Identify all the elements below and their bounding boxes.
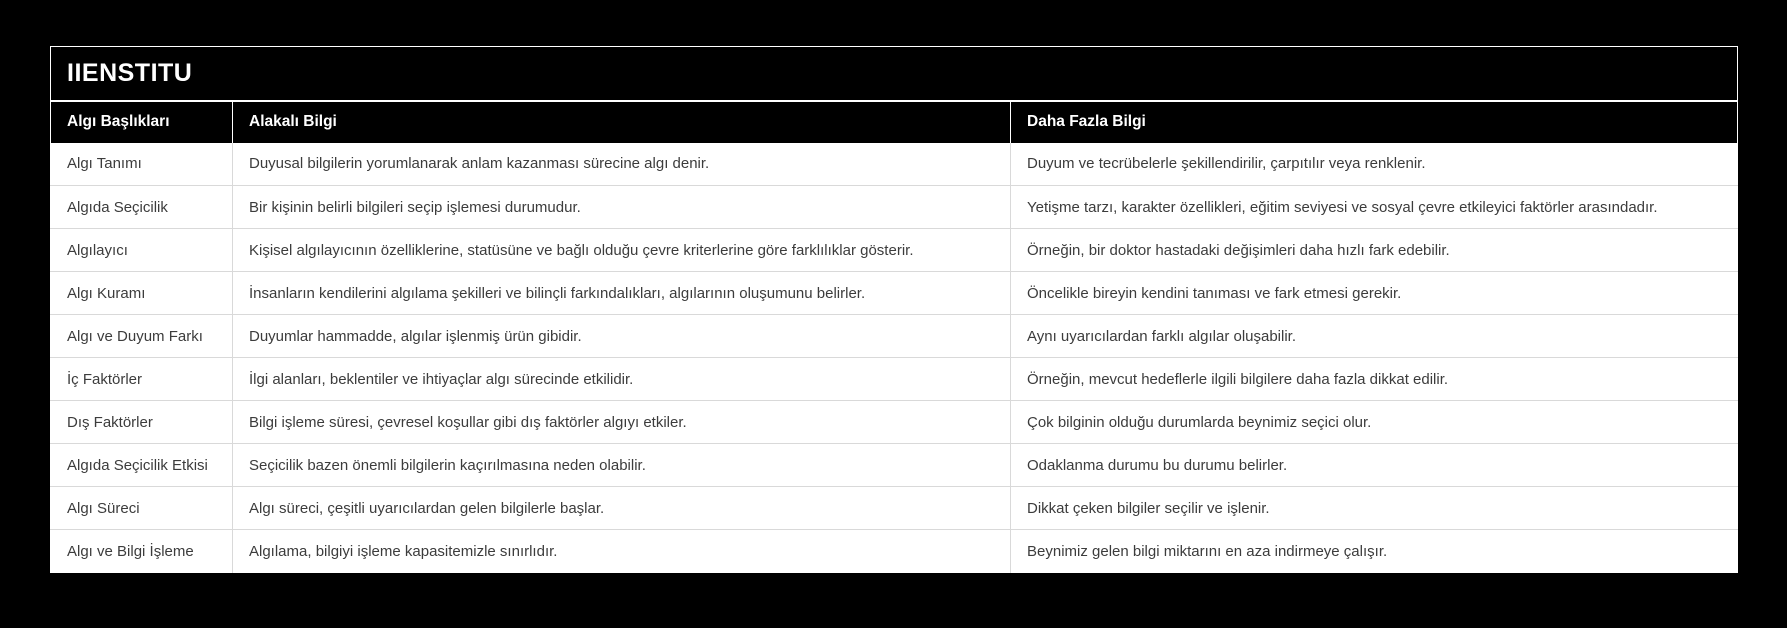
cell-more-info: Duyum ve tecrübelerle şekillendirilir, çarpıtılır veya renklenir. (1011, 143, 1738, 186)
cell-topic: Algı ve Bilgi İşleme (51, 530, 233, 573)
column-header-topics: Algı Başlıkları (51, 101, 233, 143)
cell-related-info: İlgi alanları, beklentiler ve ihtiyaçlar algı sürecinde etkilidir. (233, 358, 1011, 401)
cell-related-info: Bilgi işleme süresi, çevresel koşullar gibi dış faktörler algıyı etkiler. (233, 401, 1011, 444)
brand-title: IIENSTITU (51, 47, 1738, 101)
table-row (51, 315, 1738, 358)
cell-more-info: Yetişme tarzı, karakter özellikleri, eğitim seviyesi ve sosyal çevre etkileyici faktörler arasındadır. (1011, 186, 1738, 229)
cell-more-info: Aynı uyarıcılardan farklı algılar oluşabilir. (1011, 315, 1738, 358)
cell-topic: Algı Kuramı (51, 272, 233, 315)
perception-table-card (50, 46, 1738, 573)
cell-related-info: Algılama, bilgiyi işleme kapasitemizle sınırlıdır. (233, 530, 1011, 573)
title-bar (51, 47, 1738, 101)
cell-related-info: Duyusal bilgilerin yorumlanarak anlam kazanması sürecine algı denir. (233, 143, 1011, 186)
cell-more-info: Odaklanma durumu bu durumu belirler. (1011, 444, 1738, 487)
table-row (51, 186, 1738, 229)
table-head (51, 47, 1738, 143)
table-body (51, 143, 1738, 573)
table-row (51, 530, 1738, 573)
cell-related-info: Seçicilik bazen önemli bilgilerin kaçırılmasına neden olabilir. (233, 444, 1011, 487)
cell-related-info: Kişisel algılayıcının özelliklerine, statüsüne ve bağlı olduğu çevre kriterlerine göre farklılıklar gösterir. (233, 229, 1011, 272)
column-header-related-info: Alakalı Bilgi (233, 101, 1011, 143)
table-row (51, 487, 1738, 530)
cell-topic: Algıda Seçicilik Etkisi (51, 444, 233, 487)
column-header-row (51, 101, 1738, 143)
cell-related-info: Duyumlar hammadde, algılar işlenmiş ürün gibidir. (233, 315, 1011, 358)
table-row (51, 401, 1738, 444)
cell-topic: Algı Süreci (51, 487, 233, 530)
table-row (51, 358, 1738, 401)
cell-topic: Algı ve Duyum Farkı (51, 315, 233, 358)
cell-related-info: Algı süreci, çeşitli uyarıcılardan gelen bilgilerle başlar. (233, 487, 1011, 530)
table-row (51, 143, 1738, 186)
cell-more-info: Çok bilginin olduğu durumlarda beynimiz seçici olur. (1011, 401, 1738, 444)
cell-topic: Algı Tanımı (51, 143, 233, 186)
cell-more-info: Öncelikle bireyin kendini tanıması ve fark etmesi gerekir. (1011, 272, 1738, 315)
cell-more-info: Örneğin, mevcut hedeflerle ilgili bilgilere daha fazla dikkat edilir. (1011, 358, 1738, 401)
cell-more-info: Beynimiz gelen bilgi miktarını en aza indirmeye çalışır. (1011, 530, 1738, 573)
cell-topic: Algıda Seçicilik (51, 186, 233, 229)
cell-related-info: İnsanların kendilerini algılama şekilleri ve bilinçli farkındalıkları, algılarının oluşumunu belirler. (233, 272, 1011, 315)
cell-more-info: Dikkat çeken bilgiler seçilir ve işlenir. (1011, 487, 1738, 530)
table-row (51, 229, 1738, 272)
cell-topic: Algılayıcı (51, 229, 233, 272)
cell-topic: İç Faktörler (51, 358, 233, 401)
perception-table (50, 46, 1738, 573)
cell-topic: Dış Faktörler (51, 401, 233, 444)
column-header-more-info: Daha Fazla Bilgi (1011, 101, 1738, 143)
table-row (51, 444, 1738, 487)
cell-related-info: Bir kişinin belirli bilgileri seçip işlemesi durumudur. (233, 186, 1011, 229)
cell-more-info: Örneğin, bir doktor hastadaki değişimleri daha hızlı fark edebilir. (1011, 229, 1738, 272)
table-row (51, 272, 1738, 315)
